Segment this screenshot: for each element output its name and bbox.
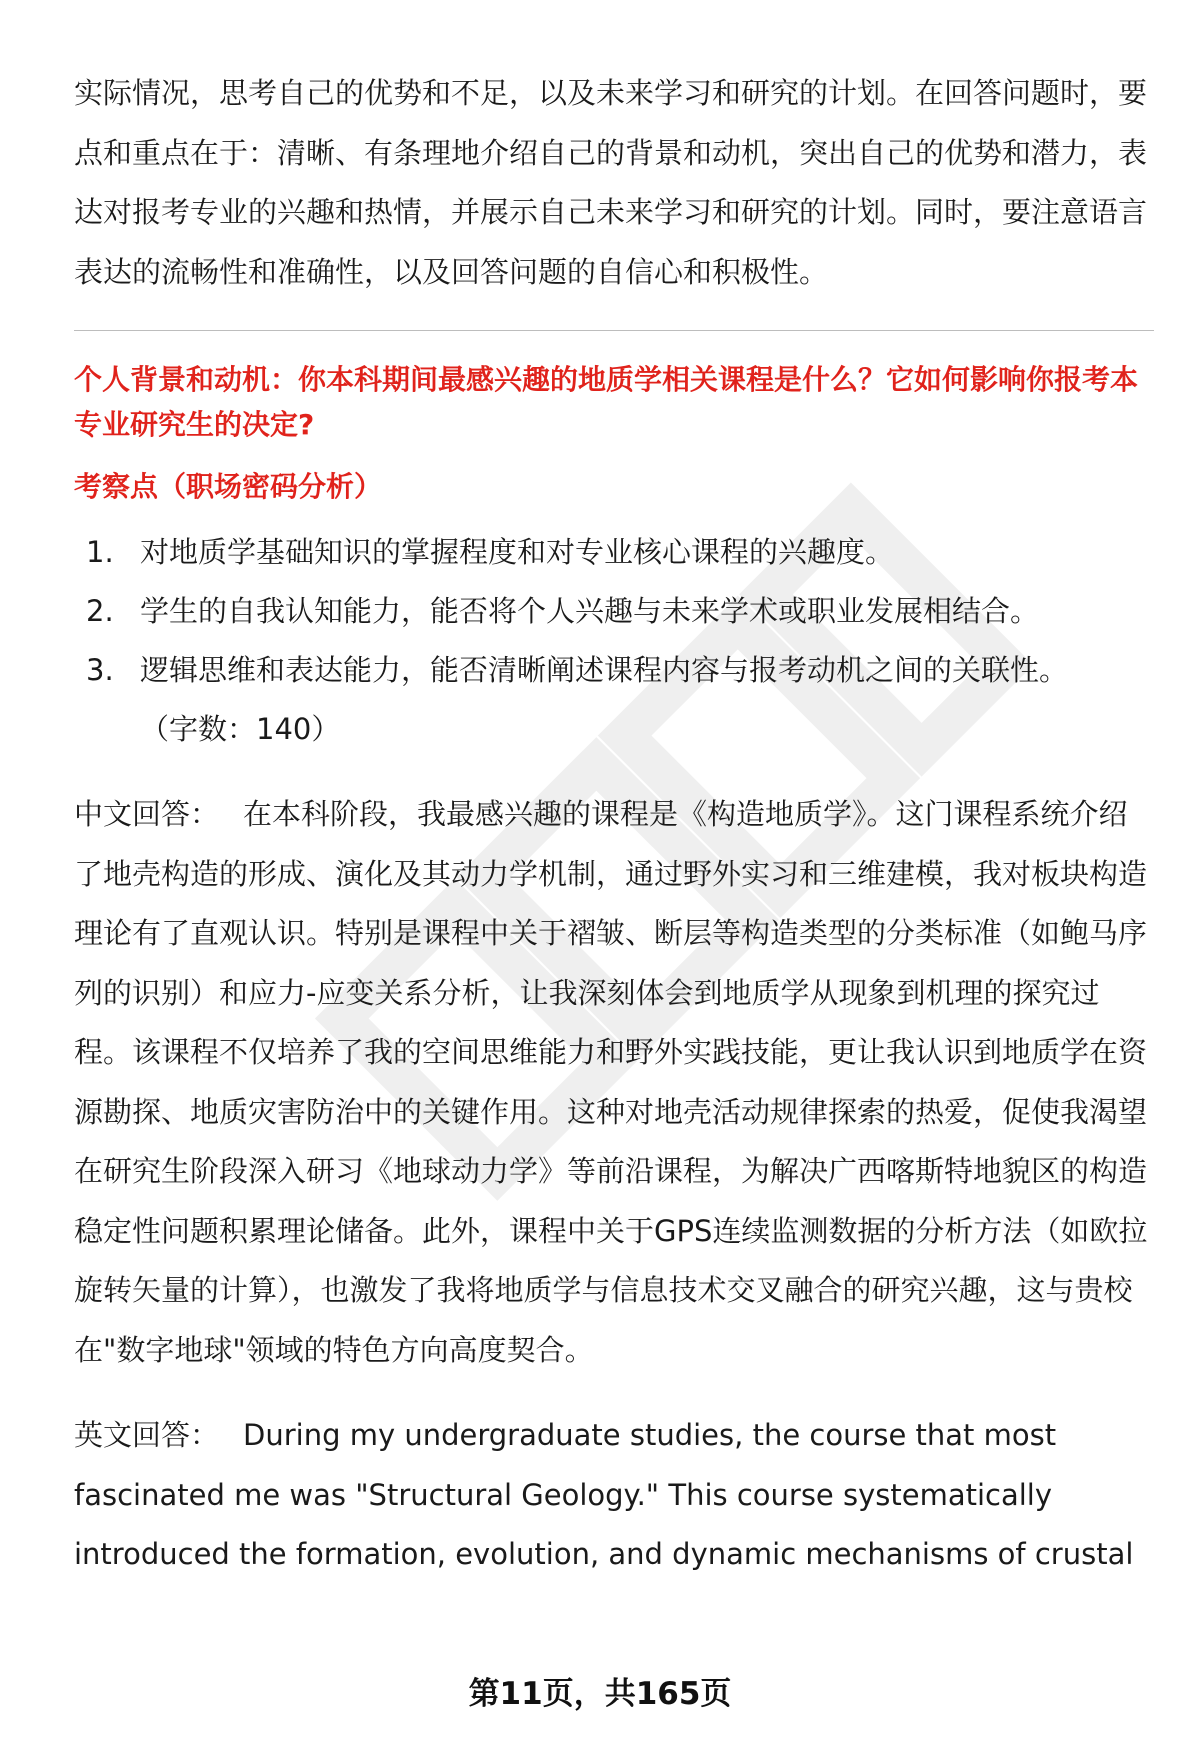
section-divider — [74, 330, 1154, 331]
page-footer: 第11页，共165页 — [468, 1676, 732, 1712]
list-text: 对地质学基础知识的掌握程度和对专业核心课程的兴趣度。 — [140, 535, 895, 569]
english-answer-label: 英文回答： — [74, 1418, 220, 1452]
list-text: 学生的自我认知能力，能否将个人兴趣与未来学术或职业发展相结合。 — [140, 594, 1040, 628]
chinese-answer-text: 在本科阶段，我最感兴趣的课程是《构造地质学》。这门课程系统介绍了地壳构造的形成、演化及其动力学机制，通过野外实习和三维建模，我对板块构造理论有了直观认识。特别是课程中关于褶皱、断层等构造类型的分类标准（如鲍马序列的识别）和应力-应变关系分析，让我深刻体会到地质学从现象到机理的探究过程。该课程不仅培养了我的空间思维能力和野外实践技能，更让我认识到地质学在资源勘探、地质灾害防治中的关键作用。这种对地壳活动规律探索的热爱，促使我渴望在研究生阶段深入研习《地球动力学》等前沿课程，为解决广西喀斯特地貌区的构造稳定性问题积累理论储备。此外，课程中关于GPS连续监测数据的分析方法（如欧拉旋转矢量的计算），也激发了我将地质学与信息技术交叉融合的研究兴趣，这与贵校在"数字地球"领域的特色方向高度契合。 — [74, 797, 1148, 1367]
question-heading: 个人背景和动机：你本科期间最感兴趣的地质学相关课程是什么？它如何影响你报考本专业研究生的决定? — [74, 363, 1139, 441]
english-answer — [74, 1406, 1154, 1585]
list-item — [74, 641, 1154, 700]
list-item — [74, 582, 1154, 641]
list-item — [74, 523, 1154, 582]
exam-points-list — [74, 523, 1154, 700]
page-content — [74, 64, 1154, 1585]
list-number: 2. — [86, 594, 114, 628]
english-answer-text: During my undergraduate studies, the course that most fascinated me was "Structural Geology." This course systematically introduced the formation, evolution, and dynamic mechanisms of crustal — [74, 1418, 1134, 1571]
chinese-answer — [74, 785, 1154, 1380]
list-number: 3. — [86, 653, 114, 687]
intro-paragraph: 实际情况，思考自己的优势和不足，以及未来学习和研究的计划。在回答问题时，要点和重点在于：清晰、有条理地介绍自己的背景和动机，突出自己的优势和潜力，表达对报考专业的兴趣和热情，并展示自己未来学习和研究的计划。同时，要注意语言表达的流畅性和准确性，以及回答问题的自信心和积极性。 — [74, 76, 1148, 289]
exam-points-heading: 考察点（职场密码分析） — [74, 470, 383, 503]
list-text: 逻辑思维和表达能力，能否清晰阐述课程内容与报考动机之间的关联性。 — [140, 653, 1069, 687]
chinese-answer-label: 中文回答： — [74, 797, 220, 831]
word-count: （字数：140） — [140, 712, 341, 746]
list-number: 1. — [86, 535, 114, 569]
